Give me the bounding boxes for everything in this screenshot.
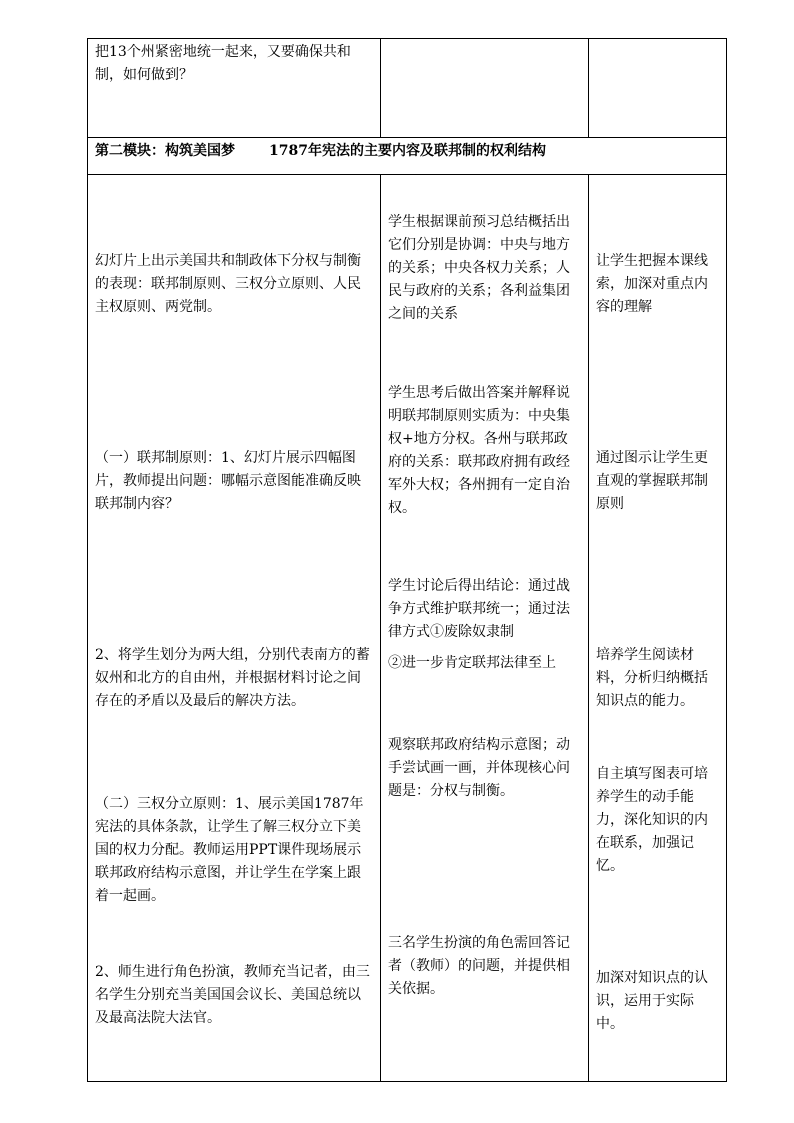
student-paragraph: ②进一步肯定联邦法律至上 (388, 655, 556, 671)
teacher-paragraph: （二）三权分立原则：1、展示美国1787年宪法的具体条款，让学生了解三权分立下美国的权力分配。教师运用PPT课件现场展示联邦政府结构示意图，并让学生在学案上跟着一起画。 (95, 796, 364, 904)
student-activity-cell (381, 39, 589, 138)
table-row (88, 39, 727, 138)
teacher-activity-cell (88, 175, 381, 1082)
table-row (88, 175, 727, 1082)
intent-paragraph: 让学生把握本课线索，加深对重点内容的理解 (596, 253, 708, 315)
lesson-plan-table (87, 38, 727, 1082)
design-intent-cell (589, 175, 727, 1082)
student-paragraph: 学生思考后做出答案并解释说明联邦制原则实质为：中央集权+地方分权。各州与联邦政府的关系：联邦政府拥有政经军外大权；各州拥有一定自治权。 (388, 385, 570, 516)
student-paragraph: 学生根据课前预习总结概括出它们分别是协调：中央与地方的关系；中央各权力关系；人民与政府的关系；各利益集团之间的关系 (388, 214, 570, 322)
teacher-paragraph: 幻灯片上出示美国共和制政体下分权与制衡的表现：联邦制原则、三权分立原则、人民主权原则、两党制。 (95, 253, 361, 315)
intent-paragraph: 加深对知识点的认识，运用于实际中。 (596, 970, 708, 1032)
teacher-paragraph: （一）联邦制原则：1、幻灯片展示四幅图片，教师提出问题：哪幅示意图能准确反映联邦制内容？ (95, 450, 361, 512)
student-paragraph: 学生讨论后得出结论：通过战争方式维护联邦统一；通过法律方式①废除奴隶制 (388, 578, 570, 640)
student-activity-cell (381, 175, 589, 1082)
intent-paragraph: 自主填写图表可培养学生的动手能力，深化知识的内在联系，加强记忆。 (596, 766, 708, 874)
teacher-question: 把13个州紧密地统一起来，又要确保共和制，如何做到？ (95, 44, 351, 83)
module-header-row (88, 138, 727, 175)
module-title: 第二模块：构筑美国梦 (95, 143, 235, 159)
module-topic: 1787年宪法的主要内容及联邦制的权利结构 (269, 143, 546, 159)
student-paragraph: 观察联邦政府结构示意图；动手尝试画一画，并体现核心问题是：分权与制衡。 (388, 737, 570, 799)
teacher-activity-cell (88, 39, 381, 138)
student-paragraph: 三名学生扮演的角色需回答记者（教师）的问题，并提供相关依据。 (388, 935, 570, 997)
teacher-paragraph: 2、将学生划分为两大组，分别代表南方的蓄奴州和北方的自由州，并根据材料讨论之间存在的矛盾以及最后的解决方法。 (95, 647, 370, 709)
intent-paragraph: 通过图示让学生更直观的掌握联邦制原则 (596, 450, 708, 512)
design-intent-cell (589, 39, 727, 138)
module-header-cell (88, 138, 727, 175)
teacher-paragraph: 2、师生进行角色扮演，教师充当记者，由三名学生分别充当美国国会议长、美国总统以及最高法院大法官。 (95, 964, 370, 1026)
intent-paragraph: 培养学生阅读材料，分析归纳概括知识点的能力。 (596, 647, 708, 709)
